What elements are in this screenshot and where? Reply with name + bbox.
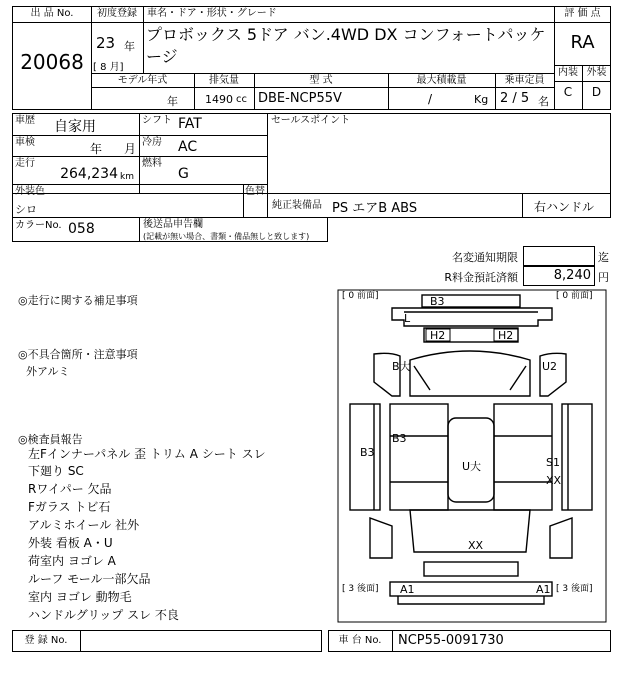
chassis-no: NCP55-0091730 <box>398 633 504 648</box>
mark-rear-bumper-left: A1 <box>400 583 415 596</box>
interior-grade: C <box>563 85 573 99</box>
inspector-item: 荷室内 ヨゴレ A <box>28 554 116 568</box>
capacity-unit: 名 <box>538 95 549 108</box>
mark-right-door2: XX <box>546 474 562 487</box>
mileage-label: 走行 <box>15 158 35 169</box>
inspector-item: 左Fインナーパネル 歪 トリム A シート スレ <box>28 447 266 461</box>
exterior-label: 外装 <box>586 67 607 78</box>
sales-point-label: セールスポイント <box>271 115 351 126</box>
car-name: プロボックス 5ドア バン.4WD DX コンフォートパッケージ <box>146 25 546 66</box>
mark-h2-left: H2 <box>430 329 446 342</box>
lot-no: 20068 <box>20 50 84 74</box>
inspector-item: 外装 看板 A・U <box>28 536 113 550</box>
mark-front-l: L <box>404 312 411 325</box>
interior-label: 内装 <box>558 67 578 78</box>
fuel-label: 燃料 <box>142 158 162 169</box>
aftermarket-label: 後送品申告欄 <box>143 219 203 230</box>
inspector-item: ハンドルグリップ スレ 不良 <box>28 608 179 622</box>
lot-no-label: 出 品 No. <box>30 8 74 19</box>
corner-label-bl: [ 3 後面] <box>342 584 379 594</box>
mileage: 264,234 <box>60 166 118 182</box>
inspector-item: 室内 ヨゴレ 動物毛 <box>28 590 132 604</box>
mark-right-door: S1 <box>546 456 560 469</box>
mark-h2-right: H2 <box>498 329 514 342</box>
reg-month: [ 8 月] <box>93 62 124 73</box>
notice-deadline-box <box>523 246 595 266</box>
inspector-item: 下廻り SC <box>28 464 84 478</box>
genuine-equipment-label: 純正装備品 <box>272 200 322 211</box>
first-reg-label: 初度登録 <box>97 8 137 19</box>
capacity-label: 乗車定員 <box>504 75 545 86</box>
steering: 右ハンドル <box>534 200 595 214</box>
rating-label: 評 価 点 <box>564 8 601 19</box>
ac-label: 冷房 <box>142 137 162 148</box>
shift: FAT <box>178 116 202 132</box>
max-load: / <box>428 92 433 106</box>
recycle-label: R料金預託済額 <box>444 271 518 284</box>
reg-year: 23 <box>96 34 116 52</box>
ac: AC <box>178 139 198 155</box>
mark-front-bumper: B3 <box>430 295 445 308</box>
color-no: 058 <box>68 221 95 237</box>
type-label: 型 式 <box>309 75 333 86</box>
inspection-year: 年 <box>90 142 103 156</box>
recycle-fee: 8,240 <box>553 268 591 283</box>
capacity: 2 / 5 <box>500 91 530 106</box>
notice-deadline-label: 名変通知期限 <box>452 251 518 264</box>
corner-label-tl: [ 0 前面] <box>342 291 379 301</box>
chassis-label: 車 台 No. <box>338 635 382 646</box>
inspector-label: ◎検査員報告 <box>18 433 83 446</box>
recycle-unit: 円 <box>598 271 609 284</box>
exterior-color: シロ <box>15 203 37 216</box>
mileage-unit: km <box>120 172 134 182</box>
shift-label: シフト <box>142 115 172 126</box>
color-change-label: 色替 <box>245 186 265 197</box>
mark-rear: XX <box>468 539 484 552</box>
color-no-label: カラーNo. <box>15 220 62 231</box>
type: DBE-NCP55V <box>258 91 342 106</box>
car-name-label: 車名・ドア・形状・グレード <box>147 8 277 19</box>
corner-label-tr: [ 0 前面] <box>556 291 593 301</box>
inspection-label: 車検 <box>15 137 35 148</box>
reg-year-unit: 年 <box>124 40 135 53</box>
aftermarket-note: (記載が無い場合、書類・備品無しと致します) <box>143 232 310 241</box>
exterior-color-label: 外装色 <box>15 186 45 197</box>
corner-label-br: [ 3 後面] <box>556 584 593 594</box>
genuine-equipment: PS エアB ABS <box>332 201 418 216</box>
displacement-unit: cc <box>236 94 247 105</box>
reg-no-label: 登 録 No. <box>24 635 68 646</box>
mark-left-side: B3 <box>360 446 375 459</box>
mark-left-fender: B大 <box>392 360 411 373</box>
driving-notes-label: ◎走行に関する補足事項 <box>18 294 138 307</box>
model-year-unit: 年 <box>167 95 178 108</box>
inspection-month: 月 <box>124 142 137 156</box>
mark-left-door: B3 <box>392 432 407 445</box>
mark-right-fender: U2 <box>542 360 558 373</box>
displacement-label: 排気量 <box>209 75 239 86</box>
max-load-label: 最大積載量 <box>416 75 467 86</box>
inspector-item: Rワイパー 欠品 <box>28 482 112 496</box>
history-label: 車歴 <box>15 115 35 126</box>
exterior-grade: D <box>591 85 602 99</box>
history: 自家用 <box>54 119 96 135</box>
rating: RA <box>570 32 595 53</box>
car-damage-diagram <box>330 286 612 626</box>
mark-roof: U大 <box>462 460 482 473</box>
defect-item: 外アルミ <box>26 365 70 378</box>
notice-deadline-unit: 迄 <box>598 251 609 264</box>
fuel: G <box>178 166 189 182</box>
mark-rear-bumper-right: A1 <box>536 583 551 596</box>
inspector-item: Fガラス トビ石 <box>28 500 111 514</box>
max-load-unit: Kg <box>474 93 489 106</box>
inspector-item: アルミホイール 社外 <box>28 518 140 532</box>
defects-label: ◎不具合箇所・注意事項 <box>18 348 138 361</box>
displacement: 1490 <box>205 93 233 106</box>
model-year-label: モデル年式 <box>117 75 168 86</box>
inspector-item: ルーフ モール一部欠品 <box>28 572 151 586</box>
